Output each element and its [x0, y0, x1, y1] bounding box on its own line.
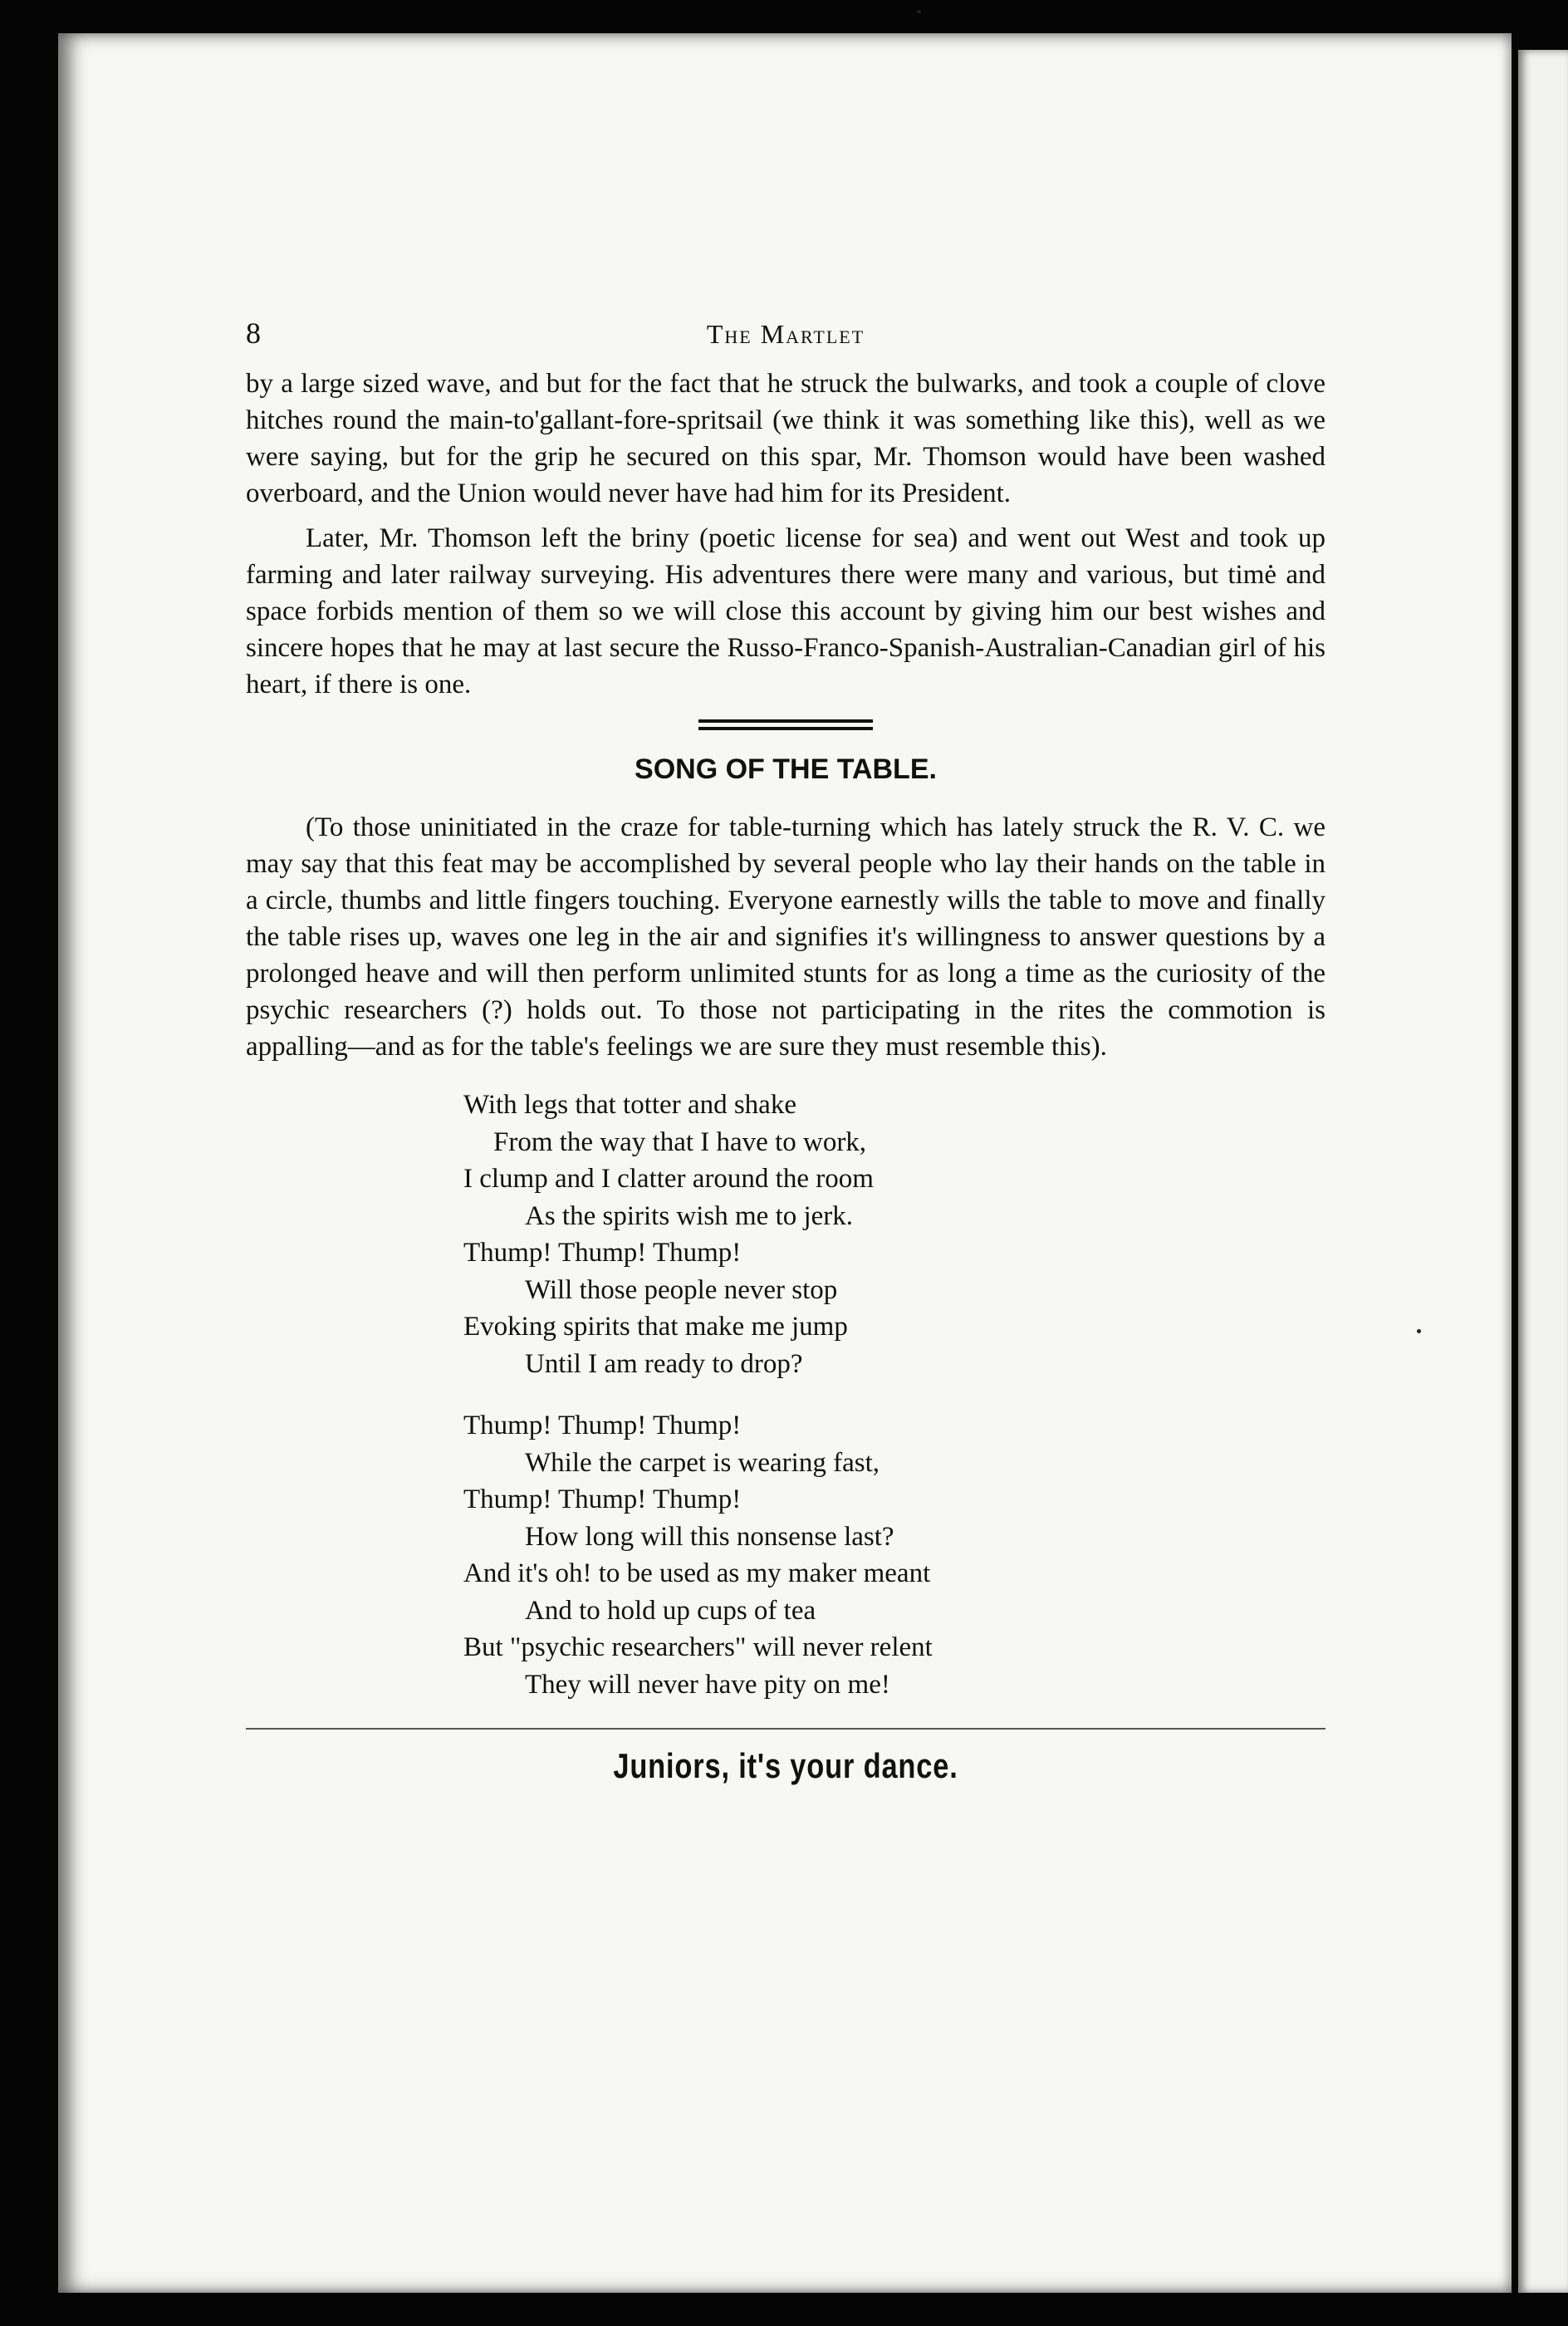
- poem-line: Thump! Thump! Thump!: [463, 1238, 742, 1268]
- article-text-block: [246, 316, 1325, 1786]
- poem-line: From the way that I have to work,: [493, 1126, 867, 1157]
- poem-stanza-2: [463, 1407, 1325, 1703]
- poem-line: Until I am ready to drop?: [525, 1348, 803, 1379]
- poem-line: They will never have pity on me!: [525, 1669, 890, 1700]
- poem-line: I clump and I clatter around the room: [463, 1164, 874, 1194]
- poem-line: With legs that totter and shake: [463, 1090, 796, 1120]
- single-rule-divider: [246, 1728, 1325, 1730]
- poem-stanza-1: [463, 1087, 1325, 1382]
- poem: [463, 1087, 1325, 1703]
- running-head: [246, 316, 1325, 366]
- poem-line: And it's oh! to be used as my maker meant: [463, 1558, 931, 1588]
- poem-line: While the carpet is wearing fast,: [525, 1447, 880, 1478]
- poem-line: Thump! Thump! Thump!: [463, 1484, 742, 1514]
- paragraph-later: Later, Mr. Thomson left the briny (poetic license for sea) and went out West and took up farming and later railway surveying. His adventures there were many and various, but time and space forbids mention of them so we will close this account by giving him our best wishes and sincere hopes that he may at last secure the Russo-Franco-Spanish-Australian-Canadian girl of his heart, if there is one.: [246, 523, 1325, 699]
- poem-line: And to hold up cups of tea: [525, 1595, 816, 1626]
- adjacent-page-edge: [1518, 50, 1568, 2293]
- paragraph-continued: by a large sized wave, and but for the fact that he struck the bulwarks, and took a couple of clove hitches round the main-to'gallant-fore-spritsail (we think it was something like this), well as we were saying, but for the grip he secured on this spar, Mr. Thomson would have been washed overboard, and the Union would never have had him for its President.: [246, 369, 1325, 508]
- paper-speck: [1417, 1329, 1421, 1333]
- poem-line: Evoking spirits that make me jump: [463, 1312, 848, 1342]
- poem-line: Thump! Thump! Thump!: [463, 1411, 742, 1440]
- poem-line: Will those people never stop: [525, 1274, 838, 1305]
- poem-line: But "psychic researchers" will never relent: [463, 1632, 933, 1662]
- poem-line: As the spirits wish me to jerk.: [525, 1200, 854, 1231]
- footer-tagline: Juniors, it's your dance.: [613, 1746, 958, 1785]
- double-rule-divider: [698, 719, 873, 730]
- paper-speck: [917, 10, 921, 13]
- section-title: SONG OF THE TABLE.: [635, 753, 937, 785]
- page-number: 8: [246, 317, 261, 350]
- poem-line: How long will this nonsense last?: [525, 1521, 894, 1552]
- journal-title: The Martlet: [706, 319, 865, 349]
- section-intro-paragraph: (To those uninitiated in the craze for table-turning which has lately struck the R. V. C. we may say that this feat may be accomplished by several people who lay their hands on the table in a circle, thumbs and little fingers touching. Everyone earnestly wills the table to move and finally the table rises up, waves one leg in the air and signifies it's willingness to answer questions by a prolonged heave and will then perform unlimited stunts for as long a time as the curiosity of the psychic researchers (?) holds out. To those not participating in the rites the commotion is appalling—and as for the table's feelings we are sure they must resemble this).: [246, 812, 1325, 1062]
